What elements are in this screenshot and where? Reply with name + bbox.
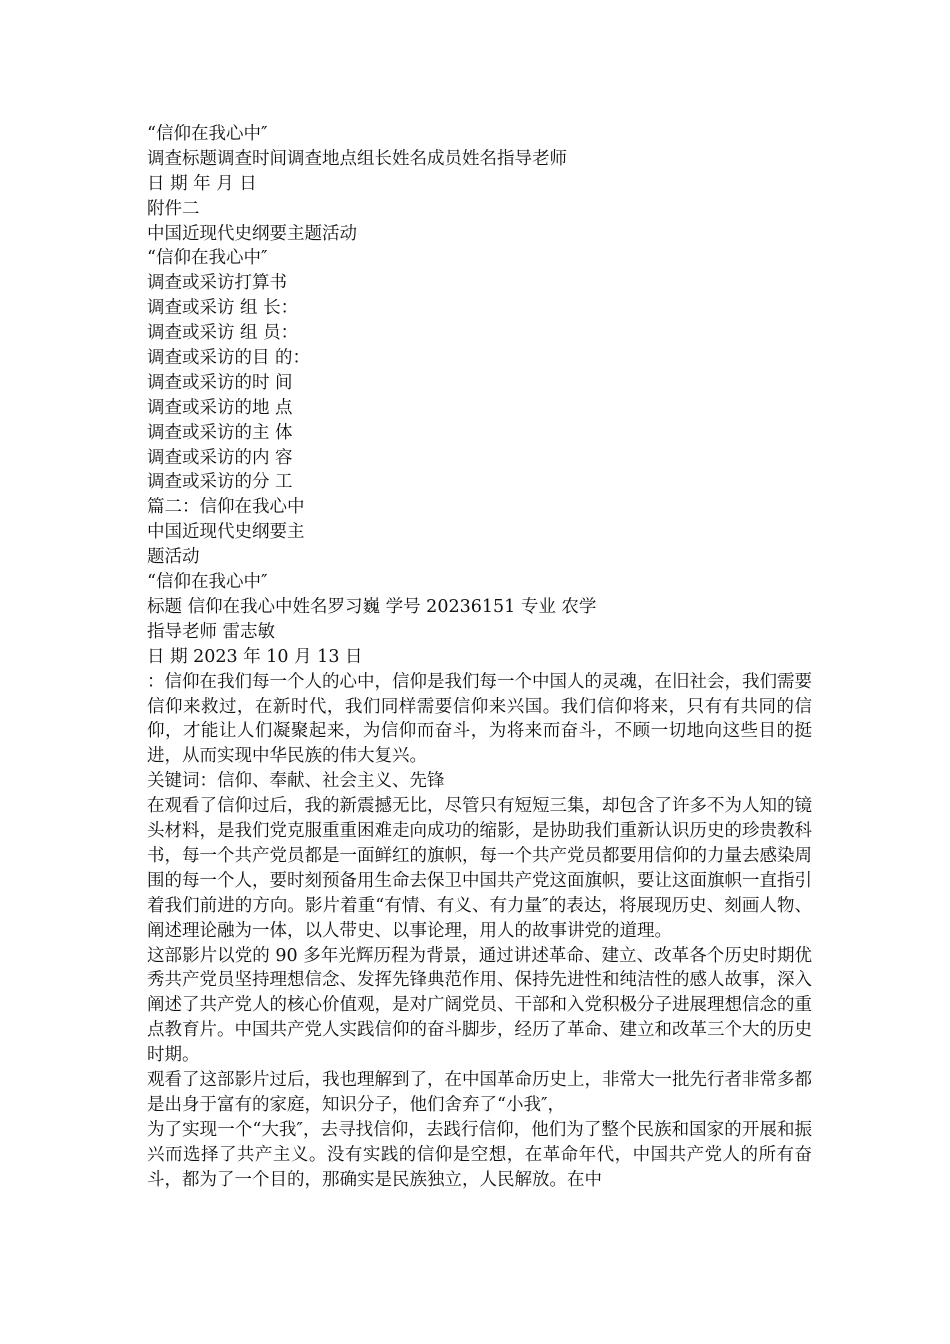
body-paragraph: 为了实现一个“大我″，去寻找信仰，去践行信仰，他们为了整个民族和国家的开展和振兴而选择了共产主义。没有实践的信仰是空想，在革命年代，中国共产党人的所有奋斗，都为了一个目的，那确实是民族独立，人民解放。在中 bbox=[147, 1119, 812, 1190]
doc-line: 中国近现代史纲要主 bbox=[147, 522, 305, 543]
doc-line: 指导老师 雷志敏 bbox=[147, 621, 276, 642]
abstract-paragraph: ：信仰在我们每一个人的心中，信仰是我们每一个中国人的灵魂，在旧社会，我们需要信仰来救过，在新时代，我们同样需要信仰来兴国。我们信仰将来，只有有共同的信仰，才能让人们凝聚起来，为信仰而奋斗，为将来而奋斗，不顾一切地向这些目的挺进，从而实现中华民族的伟大复兴。 bbox=[147, 671, 812, 767]
doc-line: “信仰在我心中″ bbox=[147, 572, 268, 593]
doc-line: “信仰在我心中″ bbox=[147, 248, 268, 269]
doc-line: 调查或采访打算书 bbox=[147, 273, 287, 294]
doc-line: 调查或采访的地 点 bbox=[147, 397, 293, 418]
doc-line: 调查或采访 组 长： bbox=[147, 298, 299, 319]
doc-line: 附件二 bbox=[147, 198, 200, 219]
doc-line: 日 期 2023 年 10 月 13 日 bbox=[147, 646, 363, 667]
doc-line: 中国近现代史纲要主题活动 bbox=[147, 223, 357, 244]
doc-line: 题活动 bbox=[147, 547, 200, 568]
doc-line: 调查或采访 组 员： bbox=[147, 323, 299, 344]
doc-line: 调查或采访的时 间 bbox=[147, 372, 293, 393]
doc-line: 篇二：信仰在我心中 bbox=[147, 497, 305, 518]
doc-line: 调查或采访的分 工 bbox=[147, 472, 293, 493]
doc-line: 调查或采访的内 容 bbox=[147, 447, 293, 468]
document-page bbox=[147, 122, 812, 1193]
doc-line: 调查或采访的主 体 bbox=[147, 422, 293, 443]
body-paragraph: 观看了这部影片过后，我也理解到了，在中国革命历史上，非常大一批先行者非常多都是出身于富有的家庭，知识分子，他们舍弃了“小我″， bbox=[147, 1070, 812, 1115]
doc-line: 调查标题调查时间调查地点组长姓名成员姓名指导老师 bbox=[147, 148, 567, 169]
keywords-line: 关键词：信仰、奉献、社会主义、先锋 bbox=[147, 771, 445, 792]
doc-line: 标题 信仰在我心中姓名罗习巍 学号 20236151 专业 农学 bbox=[147, 596, 597, 617]
body-paragraph: 这部影片以党的 90 多年光辉历程为背景，通过讲述革命、建立、改革各个历史时期优秀共产党员坚持理想信念、发挥先锋典范作用、保持先进性和纯洁性的感人故事，深入阐述了共产党人的核心价值观，是对广阔党员、干部和入党积极分子进展理想信念的重点教育片。中国共产党人实践信仰的奋斗脚步，经历了革命、建立和改革三个大的历史时期。 bbox=[147, 945, 812, 1066]
body-paragraph: 在观看了信仰过后，我的新震撼无比，尽管只有短短三集，却包含了许多不为人知的镜头材料，是我们党克服重重困难走向成功的缩影，是协助我们重新认识历史的珍贵教科书，每一个共产党员都是一面鲜红的旗帜，每一个共产党员都要用信仰的力量去感染周围的每一个人，要时刻预备用生命去保卫中国共产党这面旗帜，要让这面旗帜一直指引着我们前进的方向。影片着重“有情、有义、有力量″的表达，将展现历史、刻画人物、阐述理论融为一体，以人带史、以事论理，用人的故事讲党的道理。 bbox=[147, 796, 812, 941]
doc-line: “信仰在我心中″ bbox=[147, 124, 268, 144]
doc-line: 日 期 年 月 日 bbox=[147, 173, 257, 194]
doc-line: 调查或采访的目 的： bbox=[147, 348, 311, 369]
